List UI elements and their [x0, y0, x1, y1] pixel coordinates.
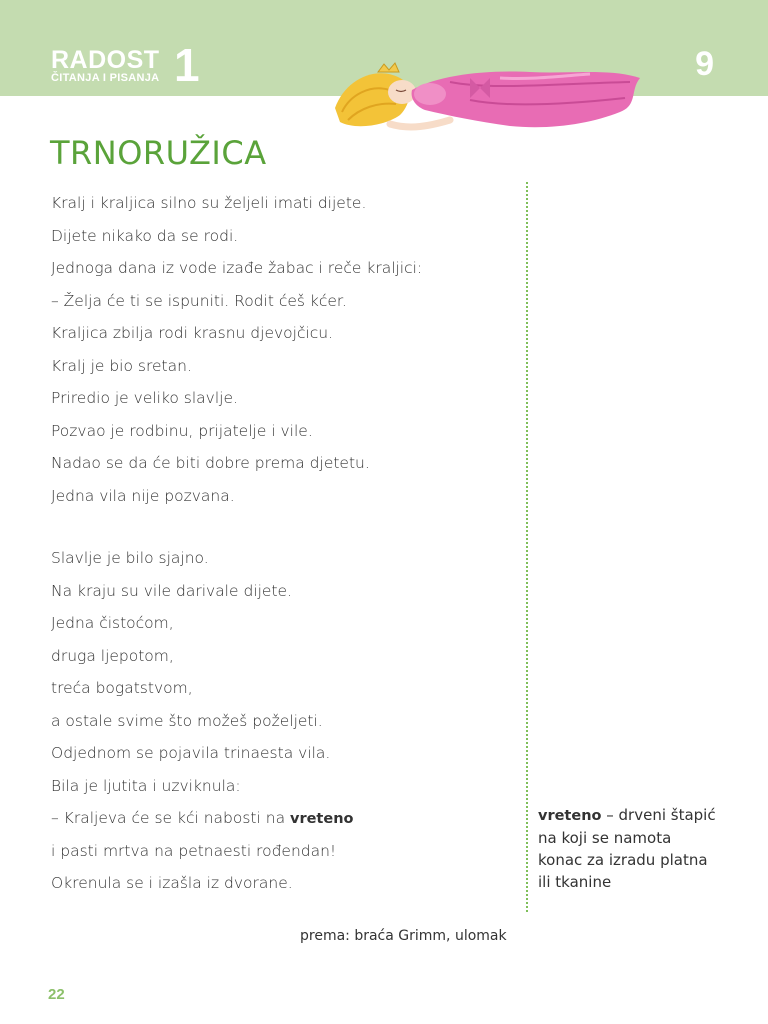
story-text	[51, 187, 511, 900]
series-title: RADOST	[51, 46, 160, 74]
glossary-note	[538, 804, 738, 893]
story-line: Jedna čistoćom,	[51, 614, 174, 632]
dotted-divider	[526, 182, 528, 912]
story-line: treća bogatstvom,	[51, 679, 193, 697]
story-line: Kralj i kraljica silno su željeli imati dijete.	[51, 194, 367, 212]
keyword-line-prefix: – Kraljeva će se kći nabosti na	[51, 809, 290, 827]
story-line-keyword	[51, 802, 511, 835]
sleeping-princess-illustration	[330, 60, 650, 145]
source-credit: prema: braća Grimm, ulomak	[300, 928, 507, 944]
story-line: – Želja će ti se ispuniti. Rodit ćeš kćer.	[51, 291, 347, 310]
glossary-line	[538, 804, 738, 827]
story-line: Priredio je veliko slavlje.	[51, 389, 238, 407]
glossary-line: ili tkanine	[538, 873, 612, 891]
series-subtitle: ČITANJA I PISANJA	[51, 72, 160, 84]
story-title: TRNORUŽICA	[50, 134, 267, 172]
story-line: Jednoga dana iz vode izađe žabac i reče kraljici:	[51, 259, 423, 277]
story-line: Kraljica zbilja rodi krasnu djevojčicu.	[51, 324, 334, 342]
glossary-definition: – drveni štapić	[601, 806, 716, 824]
story-line: Bila je ljutita i uzviknula:	[51, 776, 241, 795]
story-line: Okrenula se i izašla iz dvorane.	[51, 874, 293, 892]
story-line: druga ljepotom,	[51, 646, 174, 665]
story-line: Kralj je bio sretan.	[51, 356, 192, 375]
page-number: 22	[48, 986, 65, 1003]
unit-number: 9	[695, 45, 714, 83]
glossary-term: vreteno	[538, 808, 602, 824]
story-line: Slavlje je bilo sjajno.	[51, 549, 209, 567]
story-line: Jedna vila nije pozvana.	[51, 486, 235, 505]
story-line: Pozvao je rodbinu, prijatelje i vile.	[51, 421, 313, 440]
story-line: Na kraju su vile darivale dijete.	[51, 581, 292, 600]
series-number: 1	[174, 39, 200, 91]
series-logo	[51, 48, 160, 84]
story-line: Odjednom se pojavila trinaesta vila.	[51, 744, 331, 762]
story-line: i pasti mrtva na petnaesti rođendan!	[51, 841, 337, 860]
story-line: Dijete nikako da se rodi.	[51, 226, 239, 245]
story-line: Nadao se da će biti dobre prema djetetu.	[51, 454, 370, 472]
paragraph-gap	[51, 512, 511, 542]
keyword-vreteno: vreteno	[290, 811, 354, 827]
glossary-line: konac za izradu platna	[538, 851, 708, 869]
glossary-line: na koji se namota	[538, 829, 672, 847]
story-line: a ostale svime što možeš poželjeti.	[51, 711, 323, 730]
